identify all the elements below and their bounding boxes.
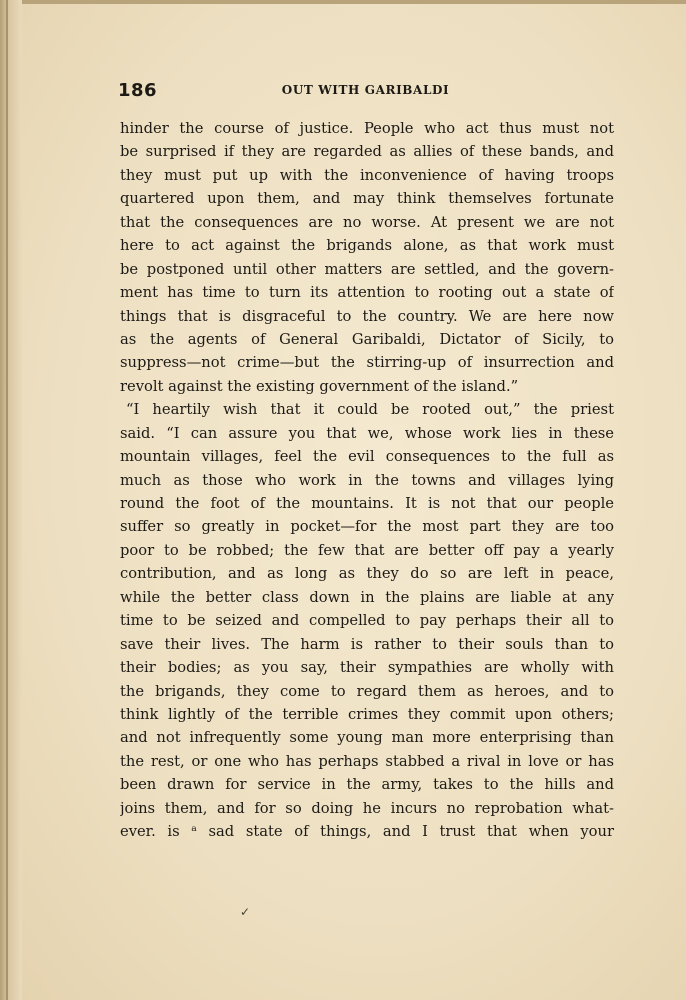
text-line: suppress—not crime—but the stirring-up of insurrection and [120, 354, 614, 372]
page-number: 186 [118, 80, 158, 101]
text-line: round the foot of the mountains. It is not that our people [120, 495, 614, 512]
text-line: the rest, or one who has perhaps stabbed a rival in love or has [120, 752, 614, 770]
text-line: and not infrequently some young man more enterprising than [120, 729, 614, 747]
text-line: their bodies; as you say, their sympathies are wholly with [120, 659, 614, 677]
text-line: hinder the course of justice. People who act thus must not [120, 120, 614, 137]
page-header [118, 80, 613, 106]
text-line: “I heartily wish that it could be rooted out,” the priest [126, 401, 614, 419]
text-line: revolt against the existing government of the island.” [120, 377, 519, 395]
text-line: here to act against the brigands alone, as that work must [120, 237, 614, 255]
text-line: mountain villages, feel the evil consequences to the full as [120, 448, 614, 466]
pencil-mark: ✓ [240, 905, 251, 919]
text-line: said. “I can assure you that we, whose work lies in these [120, 424, 614, 442]
text-line: been drawn for service in the army, takes to the hills and [120, 776, 614, 794]
text-line: the brigands, they come to regard them as heroes, and to [120, 682, 614, 700]
text-line: quartered upon them, and may think themselves fortunate [120, 190, 614, 208]
text-line: while the better class down in the plains are liable at any [120, 588, 614, 606]
running-title: OUT WITH GARIBALDI [281, 83, 450, 97]
text-line: save their lives. The harm is rather to their souls than to [120, 635, 614, 653]
text-line: poor to be robbed; the few that are better off pay a yearly [120, 541, 614, 559]
text-line: much as those who work in the towns and villages lying [120, 471, 614, 489]
text-line: joins them, and for so doing he incurs no reprobation what- [120, 799, 614, 817]
binding-line [6, 0, 8, 1000]
text-line: time to be seized and compelled to pay perhaps their all to [120, 612, 614, 630]
body-text [120, 117, 614, 844]
text-line: suffer so greatly in pocket—for the most part they are too [120, 518, 614, 536]
text-line: they must put up with the inconvenience of having troops [120, 166, 614, 184]
text-line: contribution, and as long as they do so are left in peace, [120, 565, 614, 583]
text-line: be surprised if they are regarded as allies of these bands, and [120, 143, 614, 161]
text-line: be postponed until other matters are settled, and the govern- [120, 260, 614, 278]
text-line: ever. is ᵃ sad state of things, and I trust that when your [120, 823, 614, 841]
text-line: as the agents of General Garibaldi, Dictator of Sicily, to [120, 330, 614, 348]
page-top-edge [0, 0, 686, 4]
page-binding-edge [0, 0, 22, 1000]
text-line: think lightly of the terrible crimes they commit upon others; [120, 705, 614, 723]
text-line: that the consequences are no worse. At present we are not [120, 213, 614, 231]
text-line: things that is disgraceful to the country. We are here now [120, 307, 614, 325]
text-line: ment has time to turn its attention to rooting out a state of [120, 284, 614, 302]
